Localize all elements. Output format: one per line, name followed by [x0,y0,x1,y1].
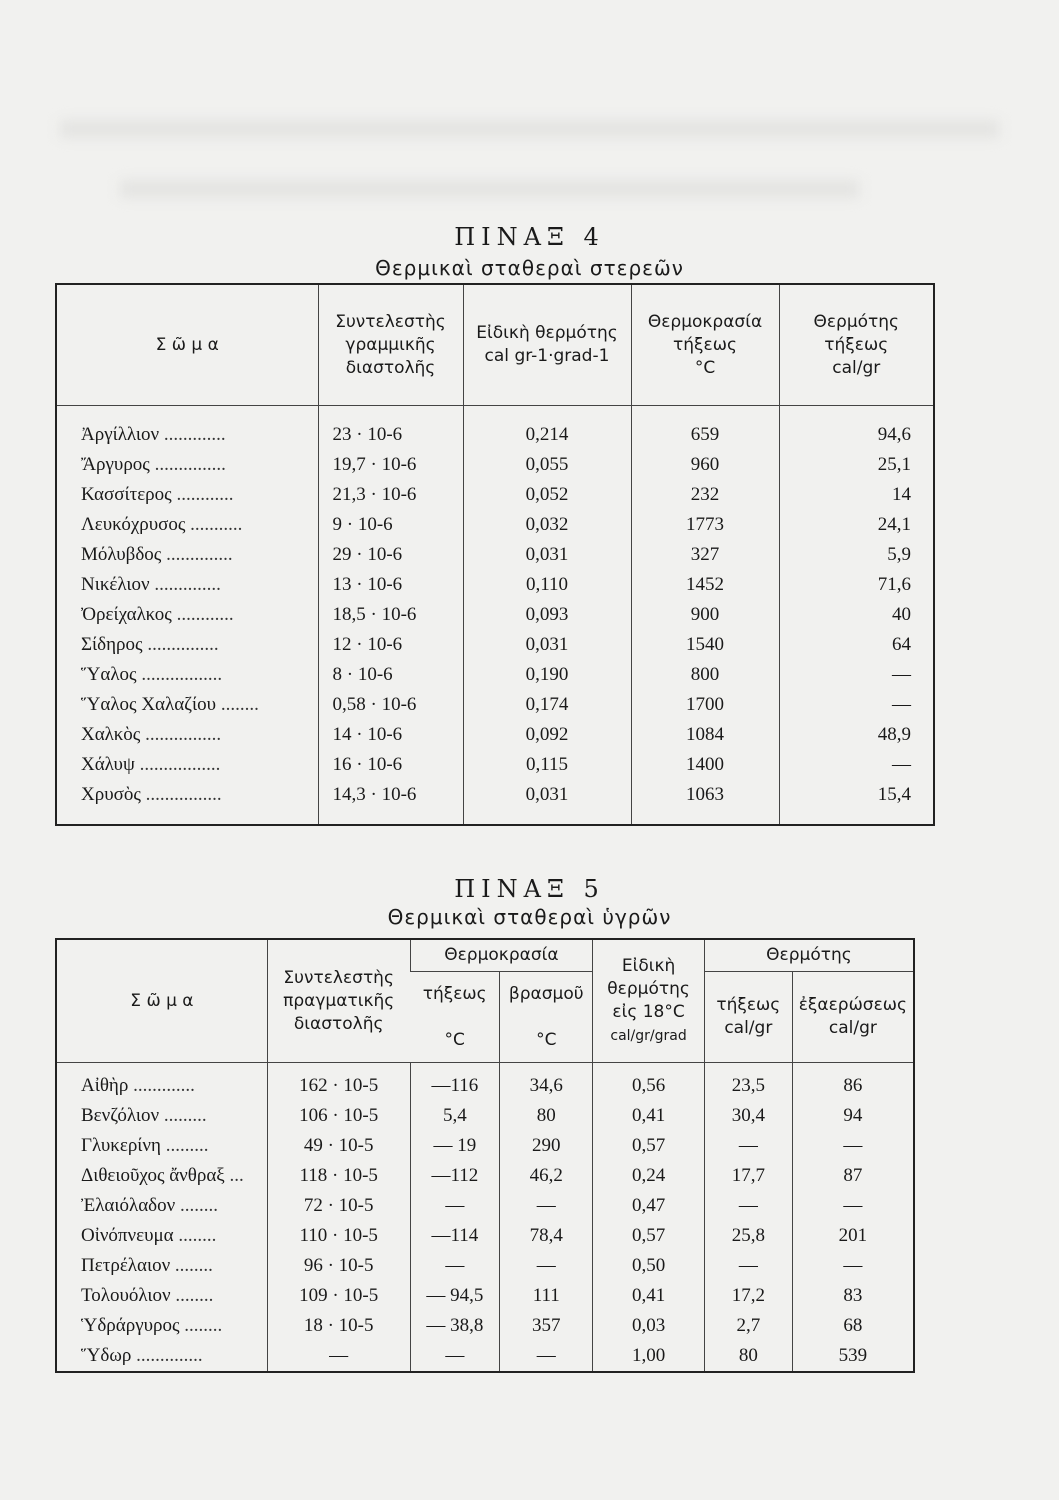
specific-heat: 0,24 [593,1161,705,1191]
latent-heat: — [779,690,934,720]
header-body: Σ ῶ μ α [56,284,318,406]
table-row [56,510,934,540]
boiling-point: 111 [500,1281,593,1311]
heat-of-vaporization: 539 [792,1341,914,1372]
leader-dots: ................ [140,724,222,745]
header-heat: Εἰδικὴ θερμότης cal gr-1·grad-1 [463,284,631,406]
leader-dots: ............. [128,1075,195,1096]
melting-point: 1773 [631,510,779,540]
table-row [56,1281,914,1311]
table4-title: ΠΙΝΑΞ 4 [454,223,605,251]
leader-dots: ... [224,1165,244,1186]
melting-point: 800 [631,660,779,690]
specific-heat: 0,190 [463,660,631,690]
latent-heat: 25,1 [779,450,934,480]
latent-heat: 94,6 [779,406,934,451]
leader-dots: ........ [170,1255,213,1276]
leader-dots: ................ [140,784,222,805]
substance-name: Χάλυψ ................. [81,754,221,775]
bleed-through [120,180,859,198]
leader-dots: ........ [216,694,259,715]
header-coef: Συντελεστὴς πραγματικῆς διαστολῆς [267,939,410,1063]
melting-point: 960 [631,450,779,480]
substance-name: Ὀρείχαλκος ............ [81,604,234,625]
table-row [56,1341,914,1372]
substance-name: Χρυσὸς ................ [81,784,222,805]
expansion-coef: 18,5 · 10-6 [318,600,463,630]
heat-of-fusion: — [704,1251,792,1281]
expansion-coef: 14 · 10-6 [318,720,463,750]
boiling-point: 46,2 [500,1161,593,1191]
specific-heat: 0,174 [463,690,631,720]
leader-dots: .............. [149,574,221,595]
melting-point: —116 [410,1063,500,1102]
expansion-coef: — [267,1341,410,1372]
boiling-point: 34,6 [500,1063,593,1102]
boiling-point: — [500,1341,593,1372]
heat-of-vaporization: 83 [792,1281,914,1311]
table4-subtitle: Θερμικαὶ σταθεραὶ στερεῶν [375,256,684,280]
heat-of-vaporization: 87 [792,1161,914,1191]
leader-dots: ............... [142,634,219,655]
melting-point: — [410,1191,500,1221]
header-melt-temp: Θερμοκρασία τήξεως °C [631,284,779,406]
header-row [56,284,934,406]
melting-point: 900 [631,600,779,630]
latent-heat: 40 [779,600,934,630]
header-body: Σ ῶ μ α [56,939,267,1063]
table-row [56,1311,914,1341]
heat-of-vaporization: — [792,1251,914,1281]
specific-heat: 0,47 [593,1191,705,1221]
specific-heat: 0,031 [463,780,631,825]
table-row [56,406,934,451]
leader-dots: ............ [171,604,234,625]
substance-name: Τολουόλιον ........ [81,1285,214,1306]
header-latent-vap: ἐξαερώσεως cal/gr [792,972,914,1063]
latent-heat: 14 [779,480,934,510]
substance-name: Πετρέλαιον ........ [81,1255,213,1276]
table5-subtitle: Θερμικαὶ σταθεραὶ ὑγρῶν [387,905,672,929]
substance-name: Σίδηρος ............... [81,634,219,655]
expansion-coef: 16 · 10-6 [318,750,463,780]
liquids-table [55,938,915,1373]
leader-dots: ........ [173,1225,217,1246]
leader-dots: ........ [179,1315,223,1336]
expansion-coef: 109 · 10-5 [267,1281,410,1311]
table-row [56,450,934,480]
heat-of-fusion: 2,7 [704,1311,792,1341]
substance-name: Νικέλιον .............. [81,574,221,595]
expansion-coef: 8 · 10-6 [318,660,463,690]
heat-of-vaporization: — [792,1191,914,1221]
expansion-coef: 23 · 10-6 [318,406,463,451]
specific-heat: 0,031 [463,540,631,570]
boiling-point: 357 [500,1311,593,1341]
melting-point: 1540 [631,630,779,660]
leader-dots: ................. [136,664,223,685]
melting-point: — 19 [410,1131,500,1161]
expansion-coef: 14,3 · 10-6 [318,780,463,825]
expansion-coef: 0,58 · 10-6 [318,690,463,720]
header-latent: Θερμότης [704,939,914,972]
heat-of-fusion: 17,2 [704,1281,792,1311]
leader-dots: ............. [159,424,226,445]
melting-point: 327 [631,540,779,570]
expansion-coef: 72 · 10-5 [267,1191,410,1221]
expansion-coef: 162 · 10-5 [267,1063,410,1102]
heat-of-fusion: 80 [704,1341,792,1372]
heat-of-fusion: — [704,1191,792,1221]
table-row [56,570,934,600]
heat-of-vaporization: 86 [792,1063,914,1102]
header-row [56,939,914,972]
melting-point: — [410,1341,500,1372]
substance-name: Γλυκερίνη ......... [81,1135,209,1156]
header-melt-heat: Θερμότης τήξεως cal/gr [779,284,934,406]
melting-point: 1452 [631,570,779,600]
expansion-coef: 106 · 10-5 [267,1101,410,1131]
expansion-coef: 21,3 · 10-6 [318,480,463,510]
melting-point: 1400 [631,750,779,780]
melting-point: 232 [631,480,779,510]
expansion-coef: 49 · 10-5 [267,1131,410,1161]
leader-dots: ................. [134,754,221,775]
expansion-coef: 18 · 10-5 [267,1311,410,1341]
substance-name: Οἰνόπνευμα ........ [81,1225,217,1246]
specific-heat: 0,41 [593,1101,705,1131]
melting-point: 659 [631,406,779,451]
substance-name: Ἄργυρος ............... [81,454,226,475]
expansion-coef: 110 · 10-5 [267,1221,410,1251]
substance-name: Χαλκὸς ................ [81,724,222,745]
heat-of-vaporization: — [792,1131,914,1161]
leader-dots: ........... [185,514,243,535]
substance-name: Κασσίτερος ............ [81,484,234,505]
melting-point: 5,4 [410,1101,500,1131]
specific-heat: 0,41 [593,1281,705,1311]
melting-point: 1700 [631,690,779,720]
melting-point: 1084 [631,720,779,750]
specific-heat: 0,110 [463,570,631,600]
heat-of-vaporization: 68 [792,1311,914,1341]
expansion-coef: 96 · 10-5 [267,1251,410,1281]
expansion-coef: 29 · 10-6 [318,540,463,570]
substance-name: Ἐλαιόλαδον ........ [81,1195,218,1216]
table-row [56,1131,914,1161]
boiling-point: 290 [500,1131,593,1161]
table-row [56,630,934,660]
specific-heat: 0,56 [593,1063,705,1102]
table5-title: ΠΙΝΑΞ 5 [454,875,605,903]
table-row [56,1063,914,1102]
header-coef: Συντελεστὴς γραμμικῆς διαστολῆς [318,284,463,406]
specific-heat: 0,115 [463,750,631,780]
substance-name: Ὑδράργυρος ........ [81,1315,223,1336]
boiling-point: — [500,1191,593,1221]
expansion-coef: 9 · 10-6 [318,510,463,540]
specific-heat: 0,50 [593,1251,705,1281]
table-row [56,480,934,510]
expansion-coef: 118 · 10-5 [267,1161,410,1191]
melting-point: —112 [410,1161,500,1191]
specific-heat: 0,214 [463,406,631,451]
boiling-point: 80 [500,1101,593,1131]
substance-name: Μόλυβδος .............. [81,544,233,565]
substance-name: Ἀργίλλιον ............. [81,424,226,445]
substance-name: Βενζόλιον ......... [81,1105,207,1126]
leader-dots: ......... [160,1135,209,1156]
specific-heat: 0,092 [463,720,631,750]
specific-heat: 0,57 [593,1131,705,1161]
table-row [56,690,934,720]
substance-name: Διθειοῦχος ἄνθραξ ... [81,1165,244,1186]
table-row [56,1251,914,1281]
specific-heat: 0,57 [593,1221,705,1251]
heat-of-fusion: — [704,1131,792,1161]
expansion-coef: 19,7 · 10-6 [318,450,463,480]
latent-heat: 5,9 [779,540,934,570]
leader-dots: .............. [131,1345,203,1366]
leader-dots: ........ [170,1285,214,1306]
latent-heat: 71,6 [779,570,934,600]
expansion-coef: 12 · 10-6 [318,630,463,660]
bleed-through [60,120,999,138]
specific-heat: 0,055 [463,450,631,480]
heat-of-fusion: 23,5 [704,1063,792,1102]
header-melt: τήξεως °C [410,972,500,1063]
specific-heat: 0,031 [463,630,631,660]
table-row [56,1191,914,1221]
latent-heat: 24,1 [779,510,934,540]
leader-dots: ........ [175,1195,218,1216]
leader-dots: ......... [159,1105,207,1126]
melting-point: 1063 [631,780,779,825]
table-row [56,1221,914,1251]
specific-heat: 0,032 [463,510,631,540]
specific-heat: 0,03 [593,1311,705,1341]
table-row [56,540,934,570]
boiling-point: — [500,1251,593,1281]
substance-name: Ὕαλος Χαλαζίου ........ [81,694,259,715]
substance-name: Λευκόχρυσος ........... [81,514,243,535]
latent-heat: 64 [779,630,934,660]
table-row [56,600,934,630]
heat-of-vaporization: 201 [792,1221,914,1251]
latent-heat: 48,9 [779,720,934,750]
header-temp: Θερμοκρασία [410,939,593,972]
melting-point: — [410,1251,500,1281]
heat-of-fusion: 25,8 [704,1221,792,1251]
header-boil: βρασμοῦ °C [500,972,593,1063]
boiling-point: 78,4 [500,1221,593,1251]
latent-heat: — [779,750,934,780]
table-row [56,1161,914,1191]
substance-name: Ὕδωρ .............. [81,1345,203,1366]
specific-heat: 0,093 [463,600,631,630]
heat-of-fusion: 30,4 [704,1101,792,1131]
table-row [56,660,934,690]
melting-point: — 38,8 [410,1311,500,1341]
leader-dots: ............ [171,484,234,505]
melting-point: —114 [410,1221,500,1251]
specific-heat: 0,052 [463,480,631,510]
table-row [56,1101,914,1131]
table-row [56,780,934,825]
heat-of-vaporization: 94 [792,1101,914,1131]
table-row [56,750,934,780]
solids-table [55,283,935,826]
table-row [56,720,934,750]
latent-heat: 15,4 [779,780,934,825]
heat-of-fusion: 17,7 [704,1161,792,1191]
expansion-coef: 13 · 10-6 [318,570,463,600]
latent-heat: — [779,660,934,690]
substance-name: Αἰθὴρ ............. [81,1075,195,1096]
header-latent-melt: τήξεως cal/gr [704,972,792,1063]
melting-point: — 94,5 [410,1281,500,1311]
leader-dots: ............... [149,454,226,475]
substance-name: Ὕαλος ................. [81,664,223,685]
header-heat: Εἰδικὴ θερμότης εἰς 18°C cal/gr/grad [593,939,705,1063]
leader-dots: .............. [161,544,233,565]
specific-heat: 1,00 [593,1341,705,1372]
